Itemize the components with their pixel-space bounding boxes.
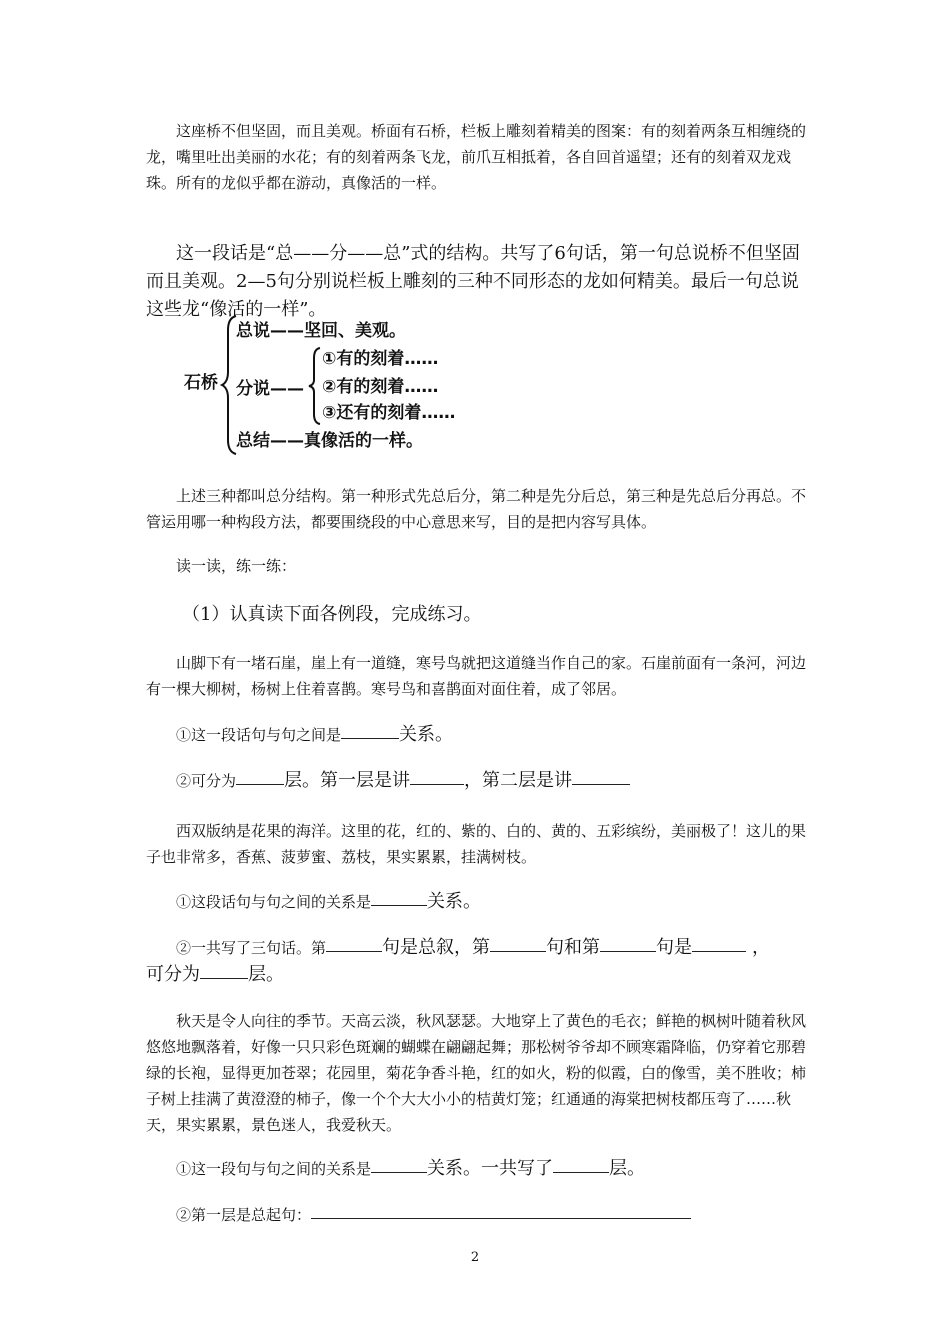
q2-c-blank[interactable] xyxy=(200,977,248,979)
summary-paragraph: 上述三种都叫总分结构。第一种形式先总后分，第二种是先分后总，第三种是先总后分再总。不管运用哪一种构段方法，都要围绕段的中心意思来写，目的是把内容写具体。 xyxy=(146,487,807,531)
q2-b-blank-2[interactable] xyxy=(490,950,546,952)
q1-b-blank-3[interactable] xyxy=(572,783,630,785)
q3-b xyxy=(176,1204,691,1225)
q2-b-blank-3[interactable] xyxy=(600,950,656,952)
q1-b-blank-1[interactable] xyxy=(236,783,284,785)
structure-analysis-paragraph: 这一段话是“总——分——总”式的结构。共写了6句话，第一句总说桥不但坚固而且美观。2—5句分别说栏板上雕刻的三种不同形态的龙如何精美。最后一句总说这些龙“像活的一样”。 xyxy=(146,243,800,320)
q3-a-blank-1[interactable] xyxy=(371,1171,427,1173)
diagram-item-3: ③还有的刻着…… xyxy=(322,403,456,423)
q1-a xyxy=(176,720,453,746)
q2-c xyxy=(146,960,284,986)
q2-b-text: ②一共写了三句话。第 xyxy=(176,939,327,957)
q2-a-blank[interactable] xyxy=(371,904,427,906)
q2-b-mid2: 句和第 xyxy=(546,937,601,958)
task-1-instruction: （1）认真读下面各例段，完成练习。 xyxy=(182,604,482,625)
q1-b xyxy=(176,766,630,792)
q3-a-blank-2[interactable] xyxy=(553,1171,609,1173)
diagram-item-1: ①有的刻着…… xyxy=(322,349,439,369)
q2-b-blank-4[interactable] xyxy=(692,950,746,952)
q3-a-text: ①这一段句与句之间的关系是 xyxy=(176,1160,372,1178)
diagram-end: 总结——真像活的一样。 xyxy=(236,431,423,451)
diagram-fen: 分说—— xyxy=(236,379,304,399)
q2-a-text: ①这段话句与句之间的关系是 xyxy=(176,893,372,911)
diagram-zong: 总说——坚回、美观。 xyxy=(236,321,406,341)
passage-2: 西双版纳是花果的海洋。这里的花，红的、紫的、白的、黄的、五彩缤纷，美丽极了！这儿的果子也非常多，香蕉、菠萝蜜、荔枝，果实累累，挂满树枝。 xyxy=(146,822,807,866)
q1-b-text: ②可分为 xyxy=(176,772,237,790)
stone-bridge-structure-diagram xyxy=(180,310,500,460)
diagram-item-2: ②有的刻着…… xyxy=(322,377,439,397)
diagram-root: 石桥 xyxy=(184,373,218,393)
sub-brace-icon xyxy=(308,346,322,426)
q2-b-mid1: 句是总叙，第 xyxy=(382,937,491,958)
q1-b-mid2: ，第二层是讲 xyxy=(464,770,573,791)
q3-a-mid: 关系。一共写了 xyxy=(427,1158,554,1179)
q2-a xyxy=(176,887,481,913)
q2-c-suffix: 层。 xyxy=(248,964,284,985)
read-practice-heading: 读一读，练一练： xyxy=(176,557,297,575)
passage-3: 秋天是令人向往的季节。天高云淡，秋风瑟瑟。大地穿上了黄色的毛衣；鲜艳的枫树叶随着秋风悠悠地飘落着，好像一只只彩色斑斓的蝴蝶在翩翩起舞；那松树爷爷却不顾寒霜降临，仍穿着它那碧绿的长袍，显得更加苍翠；花园里，菊花争香斗艳，红的如火，粉的似霞，白的像雪，美不胜收；柿子树上挂满了黄澄澄的柿子，像一个个大大小小的桔黄灯笼；红通通的海棠把树枝都压弯了……秋天，果实累累，景色迷人，我爱秋天。 xyxy=(146,1012,807,1134)
q2-b xyxy=(176,933,770,959)
q2-a-suffix: 关系。 xyxy=(427,891,482,912)
q1-a-text: ①这一段话句与句之间是 xyxy=(176,726,342,744)
q3-a-suffix: 层。 xyxy=(609,1158,646,1179)
q3-a xyxy=(176,1154,645,1180)
q2-b-mid3: 句是 xyxy=(656,937,693,958)
q3-b-text: ②第一层是总起句： xyxy=(176,1206,312,1224)
q1-a-blank[interactable] xyxy=(341,737,399,739)
page-number: 2 xyxy=(470,1250,480,1265)
q1-a-suffix: 关系。 xyxy=(399,724,454,745)
q3-b-blank[interactable] xyxy=(311,1217,691,1219)
q1-b-blank-2[interactable] xyxy=(410,783,464,785)
q2-b-blank-1[interactable] xyxy=(326,950,382,952)
bridge-paragraph: 这座桥不但坚固，而且美观。桥面有石桥，栏板上雕刻着精美的图案：有的刻着两条互相缠绕的龙，嘴里吐出美丽的水花；有的刻着两条飞龙，前爪互相抵着，各自回首遥望；还有的刻着双龙戏珠。所有的龙似乎都在游动，真像活的一样。 xyxy=(146,122,807,192)
q2-b-end: ， xyxy=(752,937,771,958)
q2-c-text: 可分为 xyxy=(146,964,200,985)
passage-1: 山脚下有一堵石崖，崖上有一道缝，寒号鸟就把这道缝当作自己的家。石崖前面有一条河，河边有一棵大柳树，杨树上住着喜鹊。寒号鸟和喜鹊面对面住着，成了邻居。 xyxy=(146,654,807,698)
q1-b-mid1: 层。第一层是讲 xyxy=(284,770,411,791)
